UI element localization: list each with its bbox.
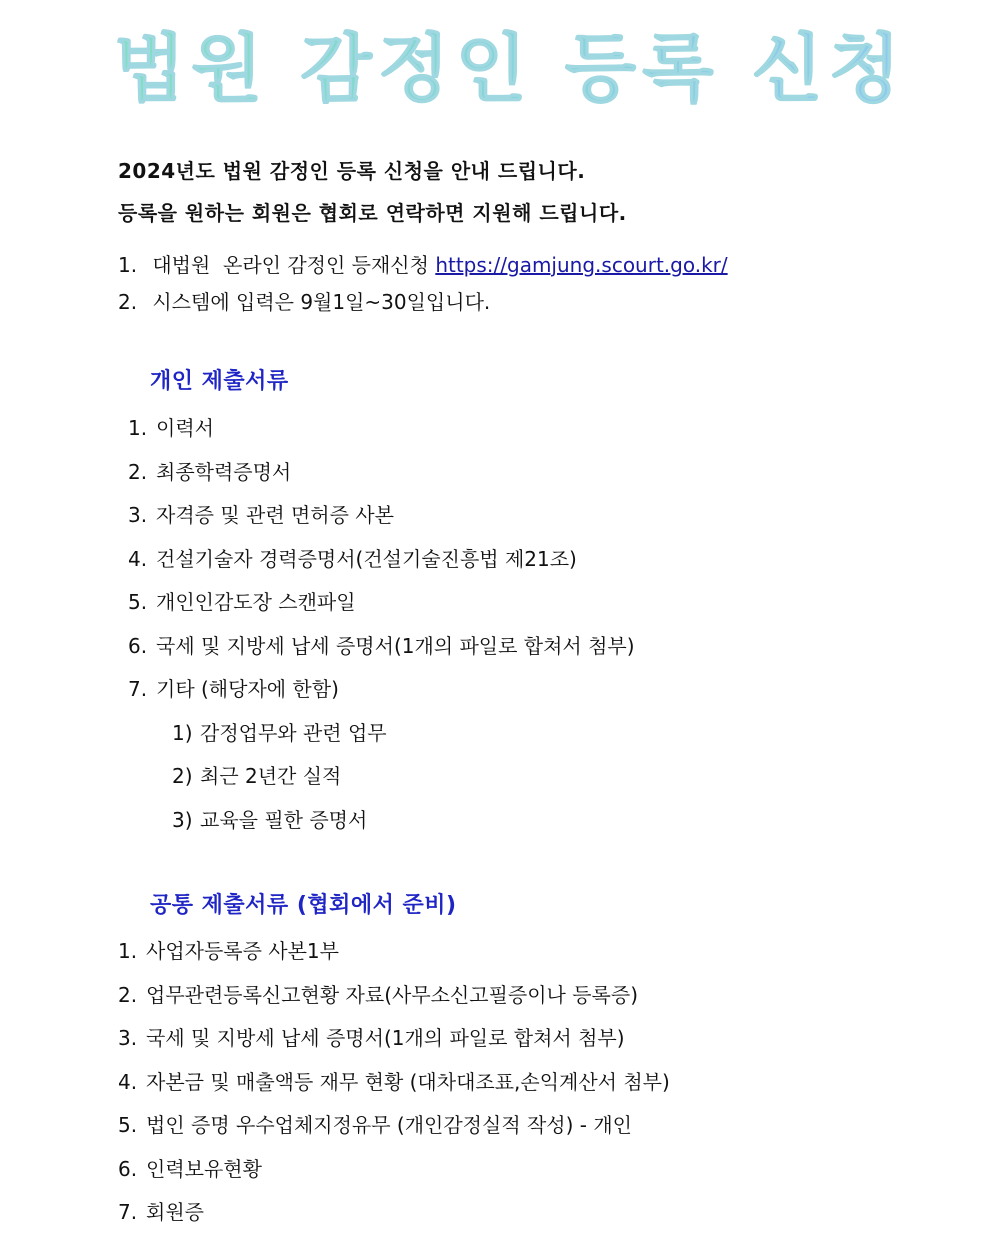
item-text: 국세 및 지방세 납세 증명서(1개의 파일로 합쳐서 첨부) <box>146 1026 625 1050</box>
personal-documents-list <box>128 407 635 842</box>
list-item <box>128 668 635 712</box>
sub-list-item <box>128 755 635 799</box>
item-number: 7. <box>118 1200 138 1224</box>
item-text: 회원증 <box>146 1200 204 1224</box>
item-text: 인력보유현황 <box>146 1156 262 1181</box>
note-item-1 <box>118 247 958 284</box>
note-item-2-number: 2. <box>118 290 138 314</box>
item-text: 법인 증명 우수업체지정유무 (개인감정실적 작성) - 개인 <box>146 1113 633 1137</box>
intro-line-2: 등록을 원하는 회원은 협회로 연락하면 지원해 드립니다. <box>118 201 627 225</box>
item-number: 1. <box>128 416 148 440</box>
item-text: 기타 (해당자에 한함) <box>156 677 339 701</box>
item-number: 3. <box>128 503 148 527</box>
list-item <box>118 1017 670 1061</box>
sub-item-text: 감정업무와 관련 업무 <box>200 720 387 745</box>
sub-item-text: 최근 2년간 실적 <box>200 764 342 788</box>
notes-list <box>118 247 958 321</box>
list-item <box>128 407 635 451</box>
sub-item-number: 1) <box>172 720 193 745</box>
item-text: 이력서 <box>156 416 214 440</box>
list-item <box>128 625 635 669</box>
list-item <box>128 538 635 582</box>
note-item-1-text: 대법원 온라인 감정인 등재신청 <box>152 253 429 277</box>
banner-title <box>0 14 992 114</box>
item-number: 5. <box>118 1113 138 1137</box>
intro-block <box>118 150 938 234</box>
banner-title-graphic <box>0 14 992 114</box>
sub-list-item <box>128 712 635 756</box>
item-number: 6. <box>128 633 148 658</box>
intro-line-1: 2024년도 법원 감정인 등록 신청을 안내 드립니다. <box>118 159 586 183</box>
item-number: 1. <box>118 939 138 963</box>
list-item <box>128 451 635 495</box>
item-number: 2. <box>128 459 148 484</box>
item-text: 자본금 및 매출액등 재무 현황 (대차대조표,손익계산서 첨부) <box>146 1069 670 1094</box>
banner-title-text: 법원 감정인 등록 신청 <box>113 26 907 112</box>
list-item <box>128 494 635 538</box>
list-item <box>118 974 670 1018</box>
sub-item-text: 교육을 필한 증명서 <box>200 807 368 832</box>
item-text: 개인인감도장 스캔파일 <box>156 590 356 614</box>
item-number: 5. <box>128 590 148 614</box>
list-item <box>128 581 635 625</box>
item-number: 7. <box>128 677 148 701</box>
sub-item-number: 2) <box>172 764 193 788</box>
sub-item-number: 3) <box>172 807 193 832</box>
list-item <box>118 1191 670 1235</box>
item-number: 2. <box>118 982 138 1007</box>
note-item-2 <box>118 284 958 321</box>
item-number: 6. <box>118 1156 138 1181</box>
item-text: 국세 및 지방세 납세 증명서(1개의 파일로 합쳐서 첨부) <box>156 633 635 658</box>
sub-list-item <box>128 799 635 843</box>
list-item <box>118 1104 670 1148</box>
item-number: 4. <box>128 546 148 571</box>
personal-section-title: 개인 제출서류 <box>150 369 289 394</box>
item-text: 업무관련등록신고현황 자료(사무소신고필증이나 등록증) <box>146 982 638 1007</box>
item-text: 최종학력증명서 <box>156 459 292 484</box>
note-item-2-text: 시스템에 입력은 9월1일~30일입니다. <box>152 290 491 314</box>
common-documents-list <box>118 930 670 1235</box>
item-text: 건설기술자 경력증명서(건설기술진흥법 제21조) <box>156 546 577 571</box>
common-section-title: 공통 제출서류 (협회에서 준비) <box>150 893 457 918</box>
note-item-1-number: 1. <box>118 253 138 277</box>
list-item <box>118 1148 670 1192</box>
item-text: 사업자등록증 사본1부 <box>146 939 339 963</box>
item-number: 4. <box>118 1069 138 1094</box>
list-item <box>118 1061 670 1105</box>
item-text: 자격증 및 관련 면허증 사본 <box>156 503 394 527</box>
item-number: 3. <box>118 1026 138 1050</box>
list-item <box>118 930 670 974</box>
registration-site-link[interactable]: https://gamjung.scourt.go.kr/ <box>435 253 728 277</box>
